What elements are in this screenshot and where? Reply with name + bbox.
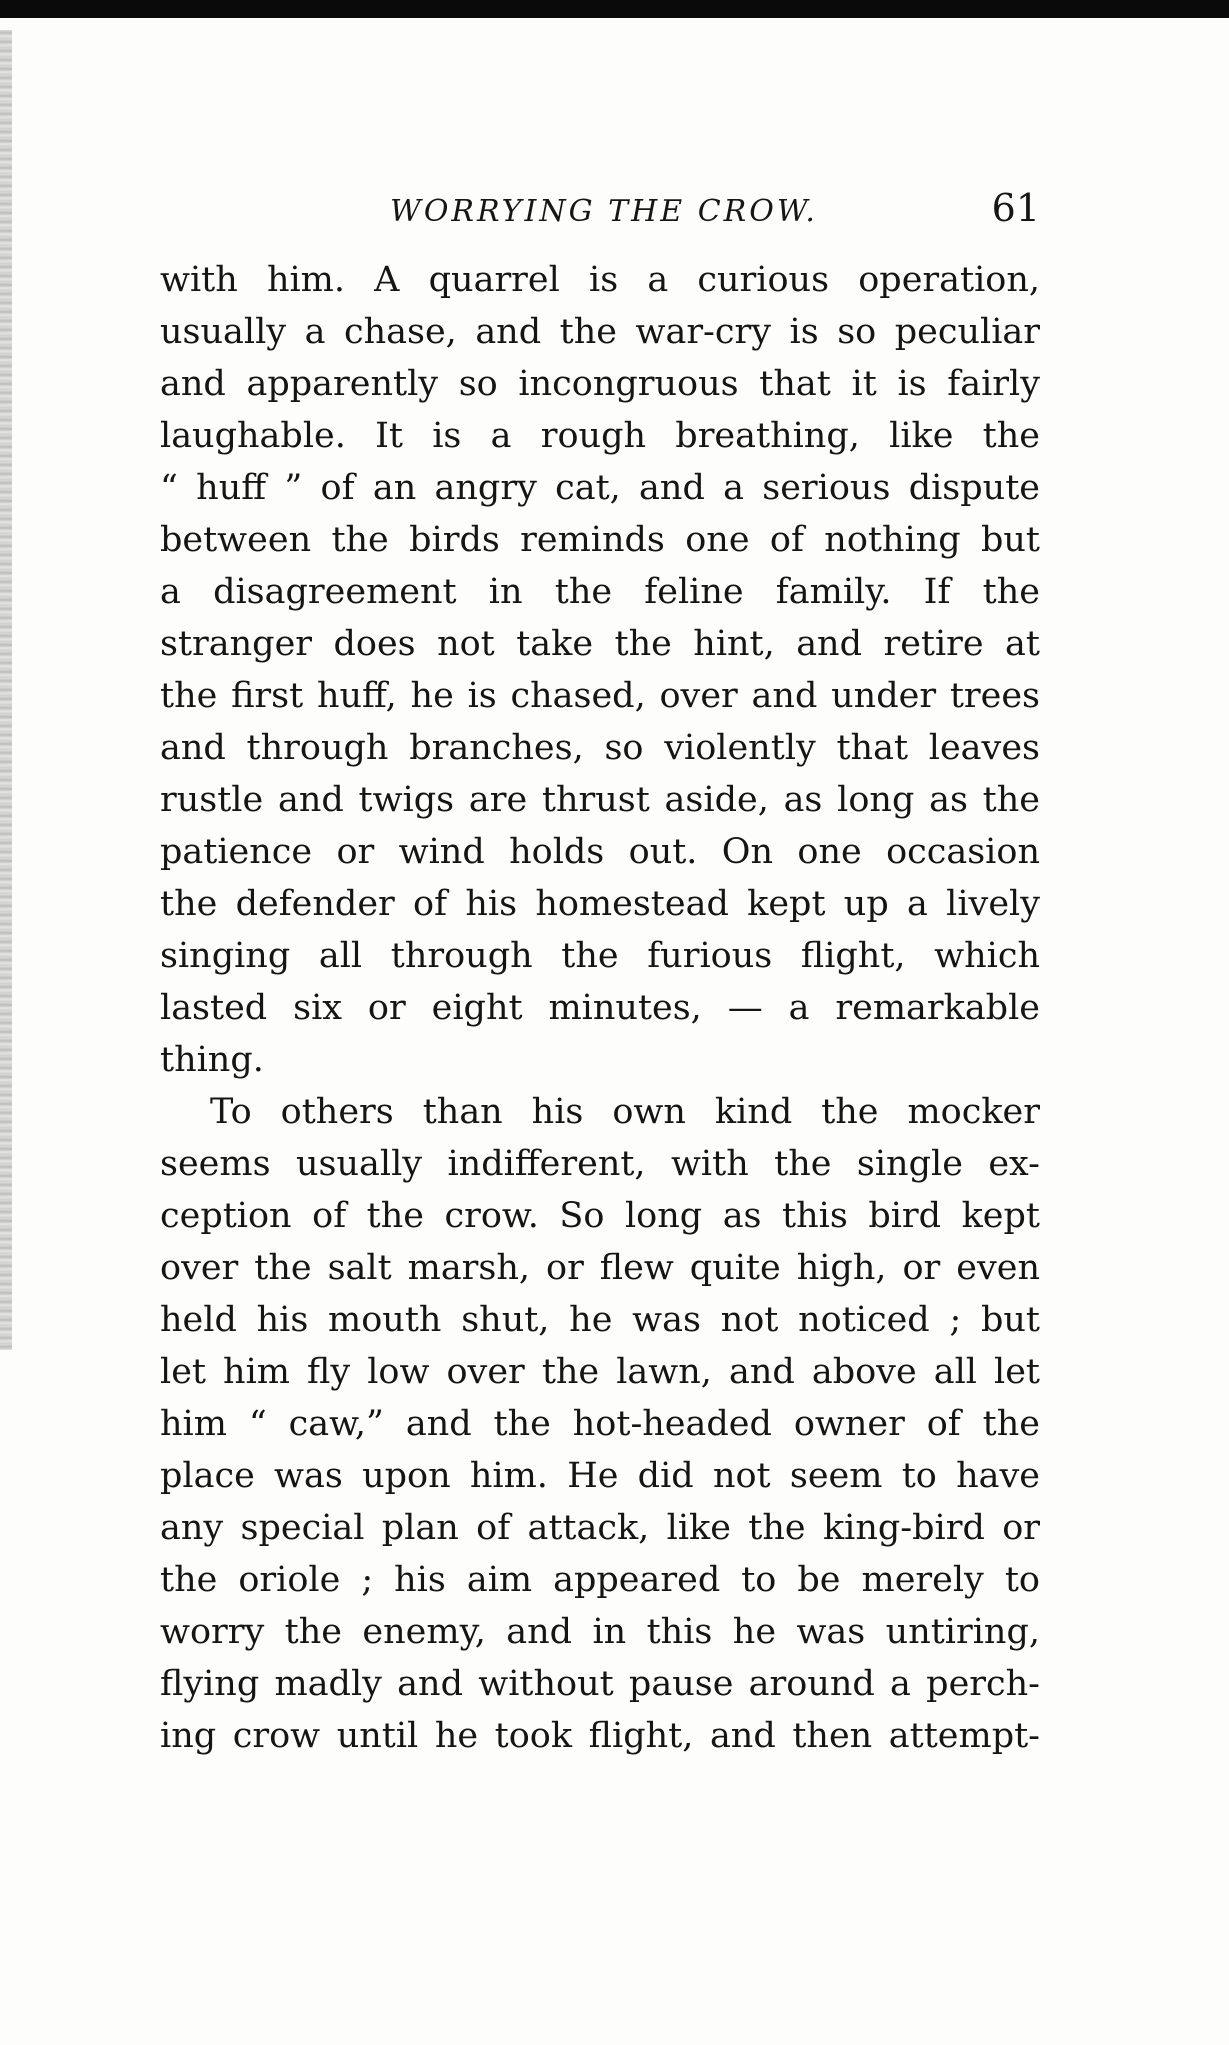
text-line: with him. A quarrel is a curious operation, — [160, 260, 1040, 300]
text-line: laughable. It is a rough breathing, like the — [160, 416, 1040, 456]
text-line: and apparently so incongruous that it is fairly — [160, 364, 1040, 404]
text-line: held his mouth shut, he was not noticed ; but — [160, 1300, 1040, 1340]
text-line: him “ caw,” and the hot-headed owner of the — [160, 1404, 1040, 1444]
text-line: ing crow until he took flight, and then attempt- — [160, 1716, 1040, 1756]
text-line: flying madly and without pause around a perch- — [160, 1664, 1040, 1704]
running-head: WORRYING THE CROW. — [390, 194, 818, 229]
text-line: lasted six or eight minutes, — a remarkable — [160, 988, 1040, 1028]
text-line: thing. — [160, 1040, 264, 1080]
page-header — [160, 180, 1040, 240]
text-line: over the salt marsh, or flew quite high, or even — [160, 1248, 1040, 1288]
scan-page-edge — [0, 30, 12, 1350]
text-line: place was upon him. He did not seem to have — [160, 1456, 1040, 1496]
text-line: seems usually indifferent, with the single ex- — [160, 1144, 1040, 1184]
text-line: and through branches, so violently that leaves — [160, 728, 1040, 768]
scan-top-border — [0, 0, 1229, 18]
text-line: the first huff, he is chased, over and under trees — [160, 676, 1040, 716]
text-line: rustle and twigs are thrust aside, as long as the — [160, 780, 1040, 820]
text-line: a disagreement in the feline family. If the — [160, 572, 1040, 612]
text-line: the defender of his homestead kept up a lively — [160, 884, 1040, 924]
text-line: any special plan of attack, like the king-bird or — [160, 1508, 1040, 1548]
text-line: patience or wind holds out. On one occasion — [160, 832, 1040, 872]
text-line: “ huff ” of an angry cat, and a serious dispute — [160, 468, 1040, 508]
text-line: let him fly low over the lawn, and above all let — [160, 1352, 1040, 1392]
text-line: between the birds reminds one of nothing but — [160, 520, 1040, 560]
text-line: usually a chase, and the war-cry is so peculiar — [160, 312, 1040, 352]
body-text — [160, 254, 1040, 1762]
text-line: worry the enemy, and in this he was untiring, — [160, 1612, 1040, 1652]
text-line: To others than his own kind the mocker — [210, 1092, 1040, 1132]
text-line: the oriole ; his aim appeared to be merely to — [160, 1560, 1040, 1600]
text-line: singing all through the furious flight, which — [160, 936, 1040, 976]
text-line: ception of the crow. So long as this bird kept — [160, 1196, 1040, 1236]
page-number: 61 — [991, 186, 1040, 230]
text-line: stranger does not take the hint, and retire at — [160, 624, 1040, 664]
